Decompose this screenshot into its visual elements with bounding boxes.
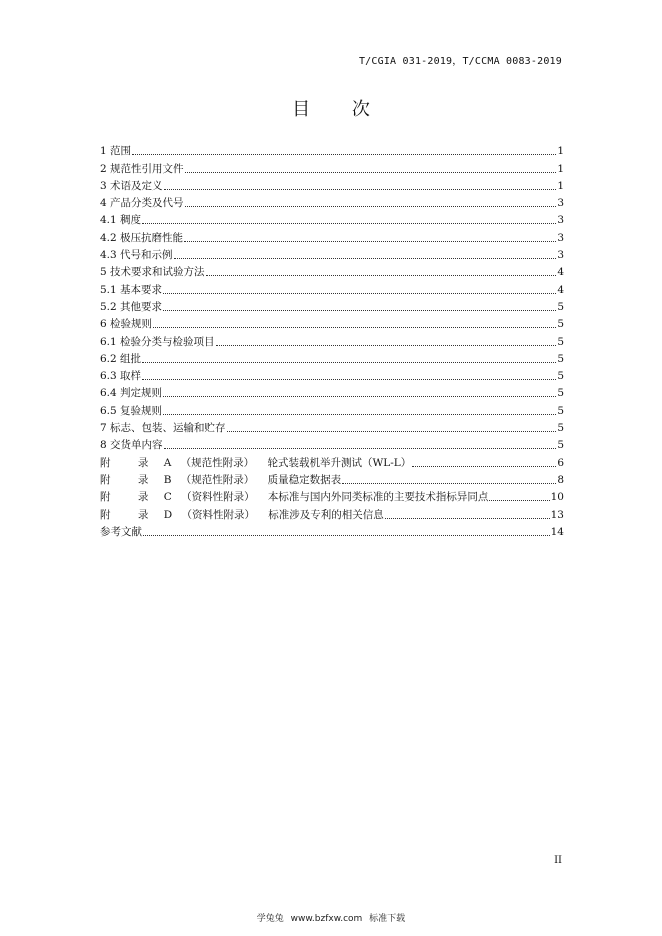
toc-entry-page: 4 [557,283,564,296]
appendix-letter: B [163,473,172,486]
toc-entry-label: 2 规范性引用文件 [100,162,184,175]
toc-leader-dots [143,534,550,536]
toc-leader-dots [163,292,556,294]
toc-entry-4-2[interactable] [100,227,564,244]
toc-entry-8[interactable] [100,435,564,452]
toc-entry-label: 6 检验规则 [100,318,153,331]
toc-leader-dots [206,274,557,276]
toc-entry-5-2[interactable] [100,297,564,314]
toc-appendix-label [100,473,341,487]
toc-leader-dots [174,257,557,259]
toc-leader-dots [142,361,556,363]
toc-appendix-a[interactable] [100,452,564,469]
toc-entry-page: 5 [557,318,564,331]
toc-entry-page: 4 [557,266,564,279]
toc-leader-dots [342,482,556,484]
toc-leader-dots [163,413,556,415]
toc-entry-page: 5 [557,335,564,348]
toc-appendix-b[interactable] [100,470,564,487]
toc-entry-6[interactable] [100,314,564,331]
toc-leader-dots [489,499,549,501]
toc-leader-dots [164,188,557,190]
toc-entry-label: 6.2 组批 [100,352,142,365]
toc-appendix-label [100,508,384,522]
appendix-title: 质量稳定数据表 [267,473,342,486]
toc-entry-page: 5 [557,439,564,452]
toc-entry-page: 3 [557,249,564,262]
toc-leader-dots [385,517,550,519]
toc-appendix-label [100,490,488,504]
standard-code-header: T/CGIA 031-2019，T/CCMA 0083-2019 [358,56,562,67]
toc-entry-label: 8 交货单内容 [100,439,163,452]
toc-leader-dots [142,378,556,380]
toc-leader-dots [184,240,556,242]
toc-entry-label: 6.5 复验规则 [100,404,163,417]
page-title: 目 次 [292,99,388,120]
appendix-word: 附 录 [100,491,161,504]
toc-entry-page: 1 [557,162,564,175]
toc-entry-page: 5 [557,352,564,365]
toc-leader-dots [164,447,557,449]
toc-leader-dots [132,153,556,155]
toc-entry-label: 1 范围 [100,145,132,158]
toc-entry-page: 8 [557,473,564,486]
toc-entry-page: 3 [557,214,564,227]
toc-leader-dots [163,395,556,397]
toc-entry-page: 1 [557,179,564,192]
appendix-title: 标准涉及专利的相关信息 [268,508,384,521]
appendix-type: （规范性附录） [180,456,255,469]
toc-appendix-c[interactable] [100,487,564,504]
appendix-word: 附 录 [100,456,161,469]
toc-entry-2[interactable] [100,158,564,175]
appendix-title: 轮式装载机举升测试（WL-L） [267,456,412,469]
toc-entry-page: 3 [557,231,564,244]
toc-leader-dots [163,309,556,311]
toc-appendix-d[interactable] [100,504,564,521]
toc-entry-label: 6.4 判定规则 [100,387,163,400]
toc-entry-label: 7 标志、包装、运输和贮存 [100,422,226,435]
toc-leader-dots [142,222,556,224]
toc-entry-page: 6 [557,456,564,469]
toc-entry-3[interactable] [100,176,564,193]
toc-entry-6-5[interactable] [100,400,564,417]
toc-entry-label: 3 术语及定义 [100,179,163,192]
appendix-word: 附 录 [100,508,161,521]
toc-leader-dots [227,430,557,432]
appendix-letter: A [163,456,172,469]
toc-entry-page: 5 [557,422,564,435]
appendix-word: 附 录 [100,473,161,486]
toc-entry-4-1[interactable] [100,210,564,227]
toc-leader-dots [412,465,556,467]
appendix-type: （资料性附录） [181,508,255,521]
toc-entry-page: 5 [557,404,564,417]
toc-entry-page: 10 [550,491,564,504]
appendix-letter: D [163,508,173,521]
appendix-type: （规范性附录） [180,473,255,486]
toc-entry-label: 4.3 代号和示例 [100,249,173,262]
toc-leader-dots [153,326,556,328]
toc-entry-6-4[interactable] [100,383,564,400]
toc-entry-4[interactable] [100,193,564,210]
table-of-contents [100,141,564,539]
toc-entry-label: 6.3 取样 [100,370,142,383]
page-number: II [554,855,562,866]
toc-entry-4-3[interactable] [100,245,564,262]
appendix-letter: C [163,491,172,504]
toc-leader-dots [185,171,557,173]
toc-entry-label: 6.1 检验分类与检验项目 [100,335,215,348]
footer-watermark: 学兔兔 www.bzfxw.com 标准下载 [256,914,406,924]
toc-entry-page: 14 [550,525,564,538]
appendix-type: （资料性附录） [181,491,255,504]
toc-entry-page: 5 [557,300,564,313]
toc-entry-7[interactable] [100,418,564,435]
toc-entry-page: 3 [557,197,564,210]
toc-entry-label: 5 技术要求和试验方法 [100,266,205,279]
appendix-title: 本标准与国内外同类标准的主要技术指标异同点 [267,491,489,504]
toc-entry-6-1[interactable] [100,331,564,348]
toc-entry-6-2[interactable] [100,349,564,366]
toc-entry-page: 5 [557,370,564,383]
toc-leader-dots [216,344,557,346]
toc-leader-dots [185,205,557,207]
toc-entry-label: 4.1 稠度 [100,214,142,227]
toc-entry-label: 5.2 其他要求 [100,300,163,313]
toc-entry-1[interactable] [100,141,564,158]
toc-entry-6-3[interactable] [100,366,564,383]
toc-entry-page: 1 [557,145,564,158]
toc-entry-page: 5 [557,387,564,400]
toc-entry-5-1[interactable] [100,279,564,296]
toc-entry-label: 4 产品分类及代号 [100,197,184,210]
toc-entry-page: 13 [550,508,564,521]
toc-entry-label: 5.1 基本要求 [100,283,163,296]
toc-references[interactable] [100,522,564,539]
toc-entry-5[interactable] [100,262,564,279]
toc-appendix-label [100,456,411,470]
toc-entry-label: 4.2 极压抗磨性能 [100,231,184,244]
toc-entry-label: 参考文献 [100,525,142,538]
